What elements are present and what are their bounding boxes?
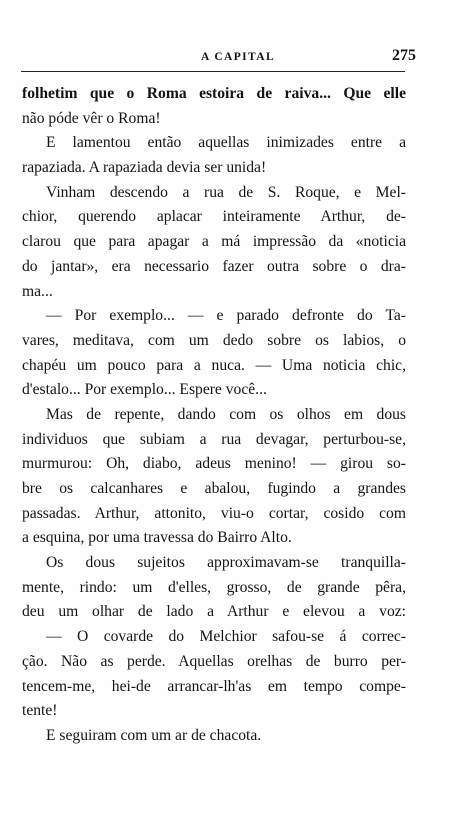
text-line: murmurou: Oh, diabo, adeus menino! — girou so- xyxy=(22,455,406,473)
text-body xyxy=(22,82,406,749)
text-line: bre os calcanhares e abalou, fugindo a grandes xyxy=(22,480,406,497)
text-line: — O covarde do Melchior safou-se á correc- xyxy=(46,628,406,646)
text-line: — Por exemplo... — e parado defronte do Ta- xyxy=(46,307,406,325)
page-number: 275 xyxy=(392,47,416,64)
text-line: individuos que subiam a rua devagar, perturbou-se, xyxy=(22,430,406,448)
text-line: do jantar», era necessario fazer outra sobre o dra- xyxy=(22,257,406,275)
text-line: chior, querendo aplacar inteiramente Arthur, de- xyxy=(22,208,406,226)
text-line: passadas. Arthur, attonito, viu-o cortar, cosido com xyxy=(22,504,406,522)
text-line: chapéu um pouco para a nuca. — Uma noticia chic, xyxy=(22,356,406,374)
text-line: E lamentou então aquellas inimizades entre a xyxy=(46,134,406,152)
text-line: tente! xyxy=(22,702,58,720)
text-line: Vinham descendo a rua de S. Roque, e Mel- xyxy=(46,183,406,201)
text-line: mente, rindo: um d'elles, grosso, de grande pêra, xyxy=(22,578,406,596)
text-line: ma... xyxy=(22,282,53,300)
text-line: folhetim que o Roma estoira de raiva... Que elle xyxy=(22,85,406,102)
text-line: a esquina, por uma travessa do Bairro Alto. xyxy=(22,529,292,547)
text-line: ção. Não as perde. Aquellas orelhas de burro per- xyxy=(22,652,406,670)
text-line: deu um olhar de lado a Arthur e elevou a voz: xyxy=(22,603,406,621)
text-line: d'estalo... Por exemplo... Espere você... xyxy=(22,381,267,399)
text-line: tencem-me, hei-de arrancar-lh'as em tempo compe- xyxy=(22,677,406,695)
text-line: Os dous sujeitos approximavam-se tranquilla- xyxy=(46,554,406,572)
text-line: rapaziada. A rapaziada devia ser unida! xyxy=(22,159,267,177)
header-rule xyxy=(21,71,405,72)
text-line: Mas de repente, dando com os olhos em dous xyxy=(46,405,406,423)
text-line: E seguiram com um ar de chacota. xyxy=(46,726,262,744)
text-line: não póde vêr o Roma! xyxy=(22,109,161,127)
text-line: clarou que para apagar a má impressão da «noticia xyxy=(22,233,406,251)
text-line: vares, meditava, com um dedo sobre os labios, o xyxy=(22,331,406,349)
running-title: A CAPITAL xyxy=(200,51,276,63)
